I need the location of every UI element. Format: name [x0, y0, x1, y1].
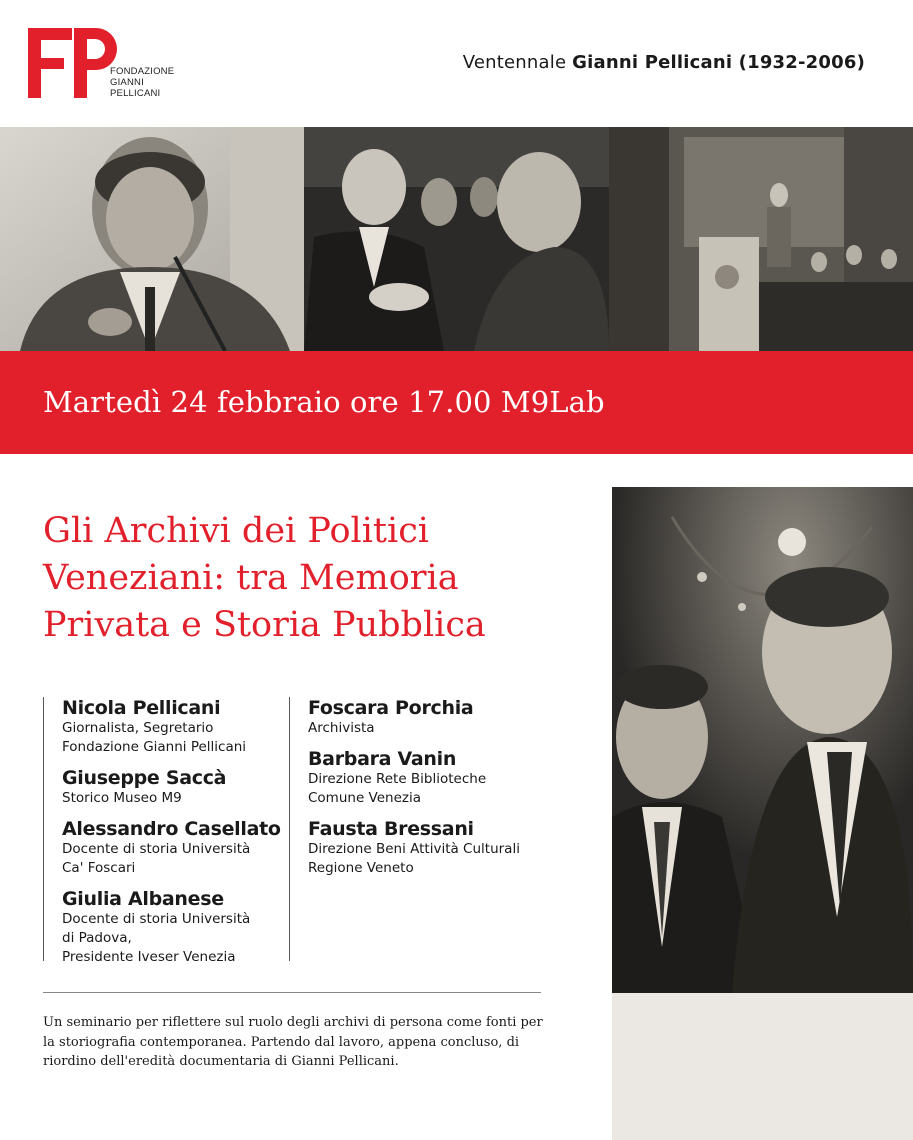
photo-speaker-microphone	[0, 127, 304, 351]
speaker-entry	[62, 697, 289, 757]
title-line: Gli Archivi dei Politici	[43, 511, 429, 551]
speakers-column-right	[289, 697, 549, 961]
role-line: Comune Venezia	[308, 790, 422, 806]
seminar-description	[43, 1013, 553, 1072]
side-background-panel	[612, 993, 913, 1140]
anniversary-tagline	[463, 52, 865, 73]
photo-men-conversation	[304, 127, 609, 351]
role-line: Presidente Iveser Venezia	[62, 949, 236, 965]
speaker-role	[62, 789, 289, 808]
speaker-entry	[62, 818, 289, 878]
role-line: Giornalista, Segretario	[62, 720, 214, 736]
foundation-logo	[28, 28, 188, 100]
description-line: Un seminario per riflettere sul ruolo degli archivi di persona come fonti per	[43, 1015, 543, 1030]
speaker-role	[308, 719, 549, 738]
role-line: Docente di storia Università	[62, 911, 251, 927]
role-line: di Padova,	[62, 930, 132, 946]
speaker-role	[62, 910, 289, 967]
speakers-column-left	[43, 697, 289, 965]
logo-wordmark	[110, 66, 174, 99]
speaker-entry	[62, 767, 289, 808]
speaker-entry	[308, 697, 549, 738]
speaker-name: Nicola Pellicani	[62, 697, 221, 719]
speaker-entry	[308, 748, 549, 808]
speaker-role	[308, 770, 549, 808]
event-datetime: Martedì 24 febbraio ore 17.00 M9Lab	[43, 385, 605, 419]
speaker-name: Fausta Bressani	[308, 818, 474, 840]
speaker-role	[62, 719, 289, 757]
speaker-name: Barbara Vanin	[308, 748, 457, 770]
speaker-name: Alessandro Casellato	[62, 818, 281, 840]
logo-line: FONDAZIONE	[110, 66, 175, 77]
title-line: Privata e Storia Pubblica	[43, 605, 486, 645]
role-line: Archivista	[308, 720, 375, 736]
speaker-entry	[308, 818, 549, 878]
role-line: Storico Museo M9	[62, 790, 182, 806]
title-line: Veneziani: tra Memoria	[43, 558, 459, 598]
role-line: Ca' Foscari	[62, 860, 136, 876]
description-line: riordino dell'eredità documentaria di Gianni Pellicani.	[43, 1054, 399, 1069]
photo-two-men-chandelier	[612, 487, 913, 993]
photo-hall-lectern	[609, 127, 913, 351]
fp-logo-mark	[28, 28, 120, 98]
photo-strip	[0, 127, 913, 351]
role-line: Direzione Rete Biblioteche	[308, 771, 487, 787]
divider-rule	[43, 992, 541, 993]
speaker-role	[62, 840, 289, 878]
role-line: Regione Veneto	[308, 860, 414, 876]
logo-line: PELLICANI	[110, 88, 161, 99]
tagline-prefix: Ventennale	[462, 52, 567, 73]
speaker-role	[308, 840, 549, 878]
tagline-bold: Gianni Pellicani (1932-2006)	[572, 52, 865, 73]
speaker-name: Foscara Porchia	[308, 697, 474, 719]
speaker-name: Giuseppe Saccà	[62, 767, 227, 789]
logo-line: GIANNI	[110, 77, 144, 88]
speaker-name: Giulia Albanese	[62, 888, 224, 910]
description-line: la storiografia contemporanea. Partendo dal lavoro, appena concluso, di	[43, 1034, 520, 1050]
event-date-band	[0, 351, 913, 454]
speaker-entry	[62, 888, 289, 967]
seminar-title	[43, 508, 583, 649]
role-line: Docente di storia Università	[62, 841, 251, 857]
role-line: Direzione Beni Attività Culturali	[308, 841, 520, 857]
role-line: Fondazione Gianni Pellicani	[62, 739, 247, 755]
